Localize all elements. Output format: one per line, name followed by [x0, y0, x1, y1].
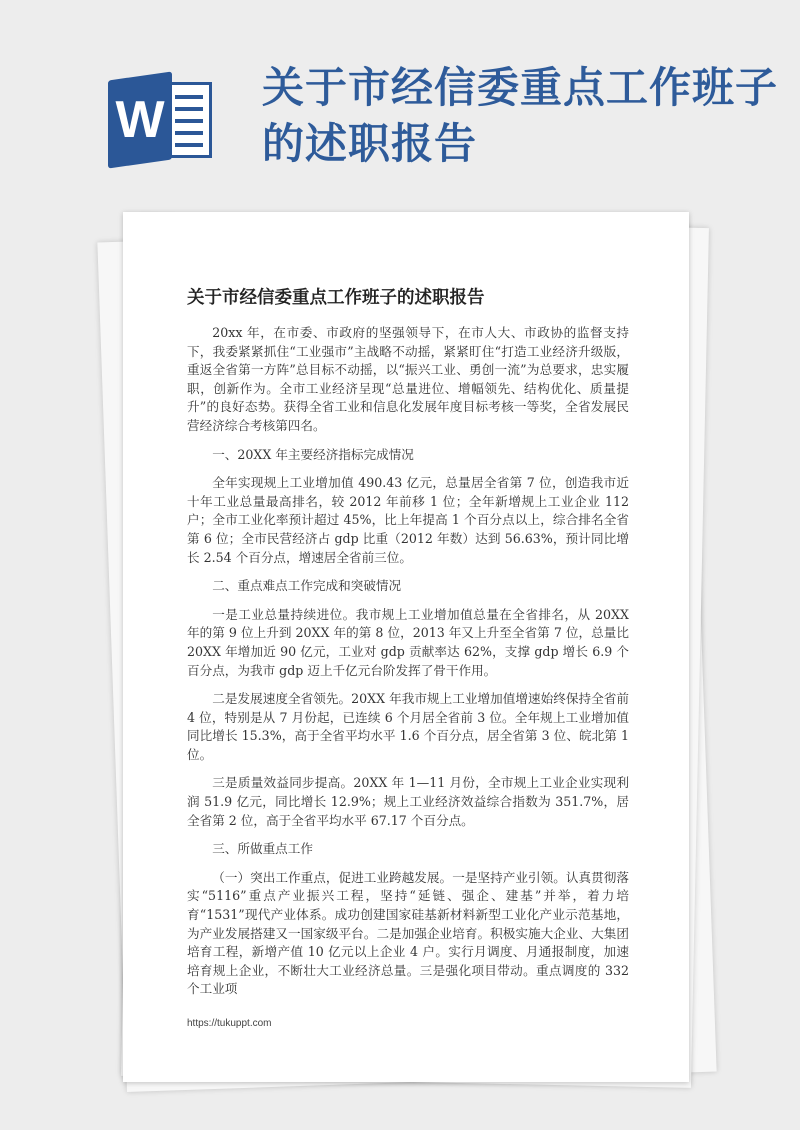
section-heading-3: 三、所做重点工作 [212, 841, 313, 857]
paragraph-speed: 二是发展速度全省领先。20XX 年我市规上工业增加值增速始终保持全省前 4 位，特别是从 7 月份起，已连续 6 个月居全省前 3 位。全年规上工业增加值同比增长 15.3%，高于全省平均水平 1.6 个百分点，居全省第 3 位、皖北第 1 位。 [187, 691, 629, 762]
document-body [187, 324, 629, 1009]
paragraph-indicators: 全年实现规上工业增加值 490.43 亿元，总量居全省第 7 位，创造我市近十年工业总量最高排名，较 2012 年前移 1 位；全年新增规上工业企业 112 户；全市工业化率预计超过 45%，比上年提高 1 个百分点以上，综合排名全省第 6 位；全市民营经济占 gdp 比重（2012 年数）达到 56.63%，预计同比增长 2.54 个百分点，增速居全省前三位。 [187, 475, 629, 565]
word-badge [108, 72, 172, 169]
section-heading-1: 一、20XX 年主要经济指标完成情况 [212, 446, 414, 462]
banner-title: 关于市经信委重点工作班子的述职报告 [262, 63, 779, 168]
word-logo-letter: W [115, 91, 165, 149]
banner [0, 0, 800, 230]
document-title: 关于市经信委重点工作班子的述职报告 [187, 288, 485, 308]
footer-url: https://tukuppt.com [187, 1018, 272, 1029]
paragraph-key-work: （一）突出工作重点，促进工业跨越发展。一是坚持产业引领。认真贯彻落实“5116”重点产业振兴工程，坚持“延链、强企、建基”并举，着力培育“1531”现代产业体系。成功创建国家硅基新材料新型工业化产业示范基地，为产业发展搭建又一国家级平台。二是加强企业培育。积极实施大企业、大集团培育工程，新增产值 10 亿元以上企业 4 户。实行月调度、月通报制度，加速培育规上企业，不断壮大工业经济总量。三是强化项目带动。重点调度的 332 个工业项 [187, 869, 629, 997]
document-page [123, 212, 689, 1082]
word-document-icon [108, 76, 214, 164]
section-heading-2: 二、重点难点工作完成和突破情况 [212, 578, 402, 594]
paragraph-quality: 三是质量效益同步提高。20XX 年 1—11 月份，全市规上工业企业实现利润 51.9 亿元，同比增长 12.9%；规上工业经济效益综合指数为 351.7%，居全省第 2 位，高于全省平均水平 67.17 个百分点。 [187, 775, 629, 828]
paragraph-total-growth: 一是工业总量持续进位。我市规上工业增加值总量在全省排名，从 20XX 年的第 9 位上升到 20XX 年的第 8 位，2013 年又上升至全省第 7 位，总量比 20XX 年增加近 90 亿元，工业对 gdp 贡献率达 62%，支撑 gdp 增长 6.9 个百分点，为我市 gdp 迈上千亿元台阶发挥了骨干作用。 [187, 606, 629, 678]
paragraph-intro: 20xx 年，在市委、市政府的坚强领导下，在市人大、市政协的监督支持下，我委紧紧抓住“工业强市”主战略不动摇，紧紧盯住“打造工业经济升级版，重返全省第一方阵”总目标不动摇，以“振兴工业、勇创一流”为总要求，忠实履职，创新作为。全市工业经济呈现“总量进位、增幅领先、结构优化、质量提升”的良好态势。获得全省工业和信息化发展年度目标考核一等奖，全省发展民营经济综合考核第四名。 [187, 325, 629, 433]
